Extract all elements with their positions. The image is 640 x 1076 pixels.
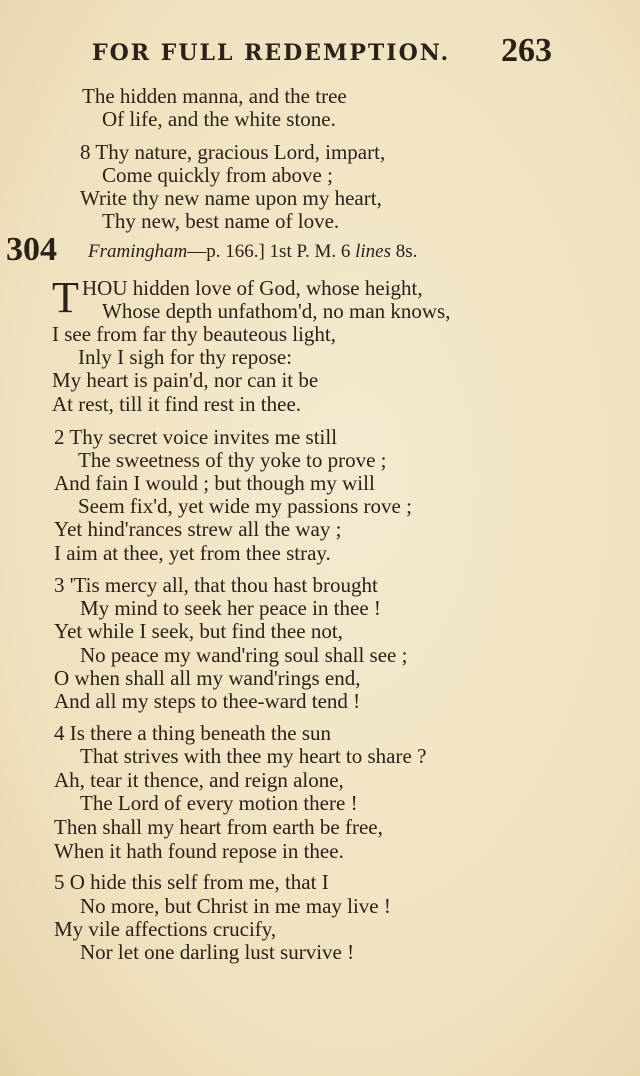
hymn-line: My vile affections crucify, — [54, 917, 277, 941]
hymn-line: No peace my wand'ring soul shall see ; — [80, 643, 408, 667]
hymn-line: Inly I sigh for thy repose: — [78, 345, 293, 369]
hymn-line: I see from far thy beauteous light, — [52, 322, 336, 346]
hymn-line: 4 Is there a thing beneath the sun — [54, 721, 331, 745]
hymn-line: 5 O hide this self from me, that I — [54, 870, 329, 894]
hymn-line: Ah, tear it thence, and reign alone, — [54, 768, 344, 792]
hymn-line: That strives with thee my heart to share ? — [80, 744, 427, 768]
hymn-line: Yet hind'rances strew all the way ; — [54, 517, 342, 541]
hymn-number: 304 — [6, 231, 57, 268]
page-number: 263 — [501, 32, 552, 69]
tune-reference: —p. 166.] 1st P. M. 6 — [187, 241, 351, 262]
hymn-line: 3 'Tis mercy all, that thou hast brought — [54, 573, 378, 597]
previous-hymn-line: The hidden manna, and the tree — [82, 84, 347, 108]
hymn-first-line: HOU hidden love of God, whose height, — [82, 276, 423, 300]
hymn-line: When it hath found repose in thee. — [54, 839, 344, 863]
hymn-line: The Lord of every motion there ! — [80, 791, 358, 815]
tune-info — [88, 241, 417, 263]
hymn-line: Yet while I seek, but find thee not, — [54, 619, 343, 643]
meter-syllables: 8s. — [395, 241, 418, 262]
hymn-heading — [6, 231, 566, 271]
hymn-line: Whose depth unfathom'd, no man knows, — [102, 299, 451, 323]
previous-hymn-line: Come quickly from above ; — [102, 163, 333, 187]
drop-cap: T — [52, 273, 79, 322]
hymn-line: My heart is pain'd, nor can it be — [52, 368, 319, 392]
page-header — [92, 30, 562, 76]
hymn-line: O when shall all my wand'rings end, — [54, 666, 361, 690]
hymn-line: Then shall my heart from earth be free, — [54, 815, 383, 839]
hymn-line: The sweetness of thy yoke to prove ; — [78, 448, 387, 472]
previous-hymn-line: Thy new, best name of love. — [102, 209, 340, 233]
hymn-line: My mind to seek her peace in thee ! — [80, 596, 381, 620]
hymn-line: No more, but Christ in me may live ! — [80, 894, 391, 918]
previous-hymn-line: Of life, and the white stone. — [102, 107, 336, 131]
hymn-line: 2 Thy secret voice invites me still — [54, 425, 338, 449]
hymn-line: And fain I would ; but though my will — [54, 471, 375, 495]
meter-lines: lines — [355, 241, 391, 262]
previous-hymn-line: Write thy new name upon my heart, — [80, 186, 382, 210]
running-head: FOR FULL REDEMPTION. — [92, 40, 451, 66]
hymn-line: At rest, till it find rest in thee. — [52, 392, 302, 416]
hymn-line: Seem fix'd, yet wide my passions rove ; — [78, 494, 412, 518]
previous-hymn-line: 8 Thy nature, gracious Lord, impart, — [80, 140, 386, 164]
hymn-line: Nor let one darling lust survive ! — [80, 940, 355, 964]
hymn-line: I aim at thee, yet from thee stray. — [54, 541, 331, 565]
tune-name: Framingham — [88, 241, 188, 262]
hymn-line: And all my steps to thee-ward tend ! — [54, 689, 361, 713]
